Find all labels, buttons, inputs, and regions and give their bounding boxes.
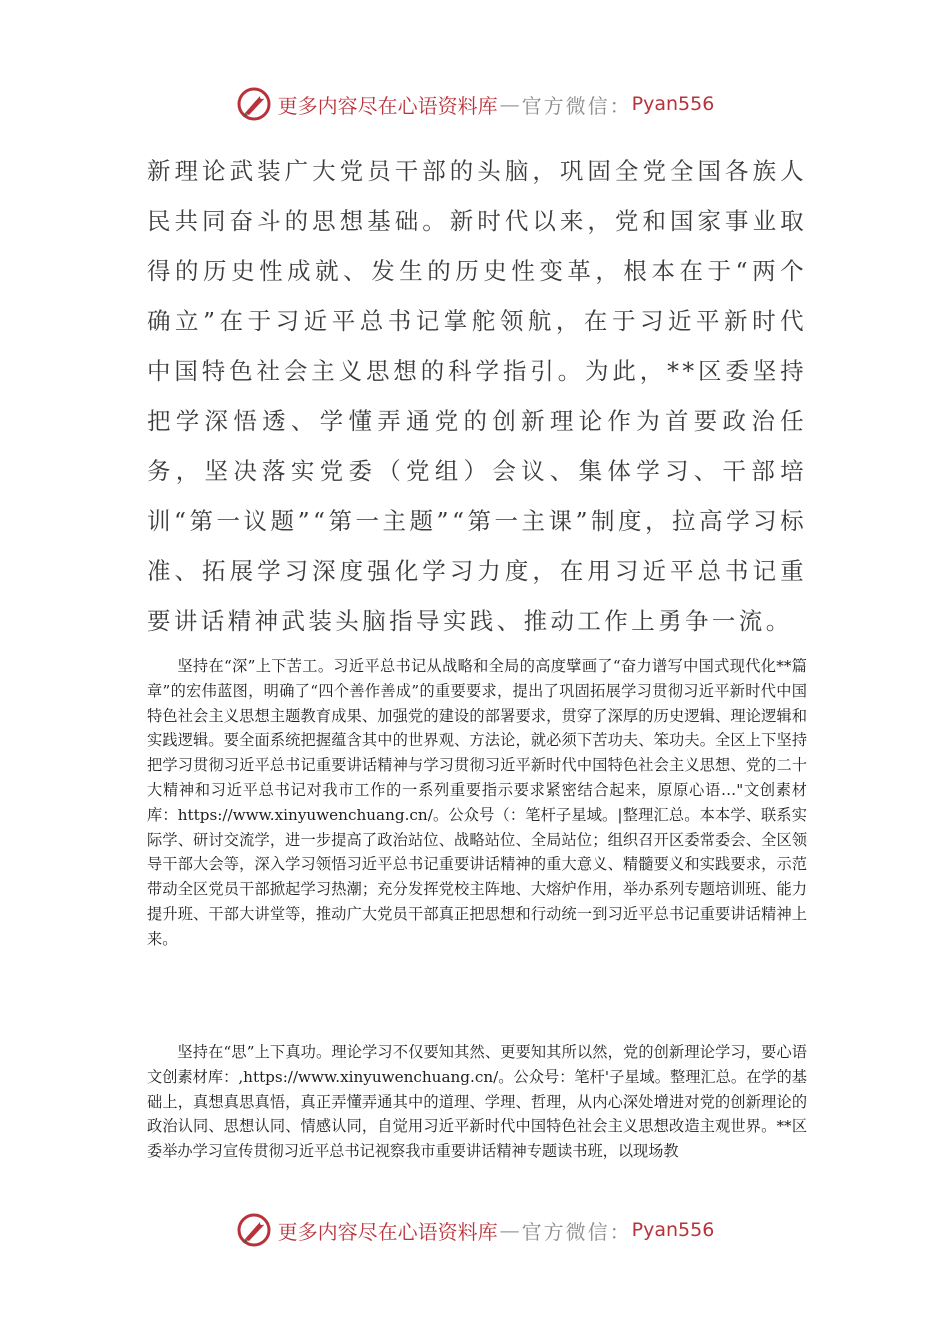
- pen-logo-icon: [236, 1212, 272, 1248]
- header-banner: [0, 84, 950, 124]
- banner-separator: —: [499, 1218, 520, 1242]
- lead-paragraph: 新理论武装广大党员干部的头脑，巩固全党全国各族人民共同奋斗的思想基础。新时代以来，党和国家事业取得的历史性成就、发生的历史性变革，根本在于“两个确立”在于习近平总书记掌舵领航，在于习近平新时代中国特色社会主义思想的科学指引。为此，**区委坚持把学深悟透、学懂弄通党的创新理论作为首要政治任务，坚决落实党委（党组）会议、集体学习、干部培训“第一议题”“第一主题”“第一主课”制度，拉高学习标准、拓展学习深度强化学习力度，在用习近平总书记重要讲话精神武装头脑指导实践、推动工作上勇争一流。: [147, 157, 807, 635]
- body-paragraph-2: 坚持在“思”上下真功。理论学习不仅要知其然、更要知其所以然，党的创新理论学习，要心语文创素材库：,https://www.xinyuwenchuang.cn/。公众号：笔杆'子星域。整理汇总。在学的基础上，真想真思真悟，真正弄懂弄通其中的道理、学理、哲理，从内心深处增进对党的创新理论的政治认同、思想认同、情感认同，自觉用习近平新时代中国特色社会主义思想改造主观世界。**区委举办学习宣传贯彻习近平总书记视察我市重要讲话精神专题读书班，以现场教: [147, 1043, 807, 1161]
- banner-wechat-id: Pyan556: [631, 93, 715, 115]
- banner-text: 更多内容尽在心语资料库: [277, 1219, 498, 1244]
- banner-wechat-label: 官方微信：: [521, 93, 632, 118]
- banner-wechat-id: Pyan556: [631, 1219, 715, 1241]
- banner-text: 更多内容尽在心语资料库: [277, 93, 498, 118]
- footer-banner: [0, 1210, 950, 1250]
- body-paragraph-1: 坚持在“深”上下苦工。习近平总书记从战略和全局的高度擘画了“奋力谱写中国式现代化**篇章”的宏伟蓝图，明确了“四个善作善成”的重要要求，提出了巩固拓展学习贯彻习近平新时代中国特色社会主义思想主题教育成果、加强党的建设的部署要求，贯穿了深厚的历史逻辑、理论逻辑和实践逻辑。要全面系统把握蕴含其中的世界观、方法论，就必须下苦功夫、笨功夫。全区上下坚持把学习贯彻习近平总书记重要讲话精神与学习贯彻习近平新时代中国特色社会主义思想、党的二十大精神和习近平总书记对我市工作的一系列重要指示要求紧密结合起来，原原心语…"文创素材库：https://www.xinyuwenchuang.cn/。公众号（：笔杆子星域。|整理汇总。本本学、联系实际学、研讨交流学，进一步提高了政治站位、战略站位、全局站位；组织召开区委常委会、全区领导干部大会等，深入学习领悟习近平总书记重要讲话精神的重大意义、精髓要义和实践要求，示范带动全区党员干部掀起学习热潮；充分发挥党校主阵地、大熔炉作用，举办系列专题培训班、能力提升班、干部大讲堂等，推动广大党员干部真正把思想和行动统一到习近平总书记重要讲话精神上来。: [147, 657, 807, 948]
- pen-logo-icon: [236, 86, 272, 122]
- banner-separator: —: [499, 92, 520, 116]
- banner-wechat-label: 官方微信：: [521, 1219, 632, 1244]
